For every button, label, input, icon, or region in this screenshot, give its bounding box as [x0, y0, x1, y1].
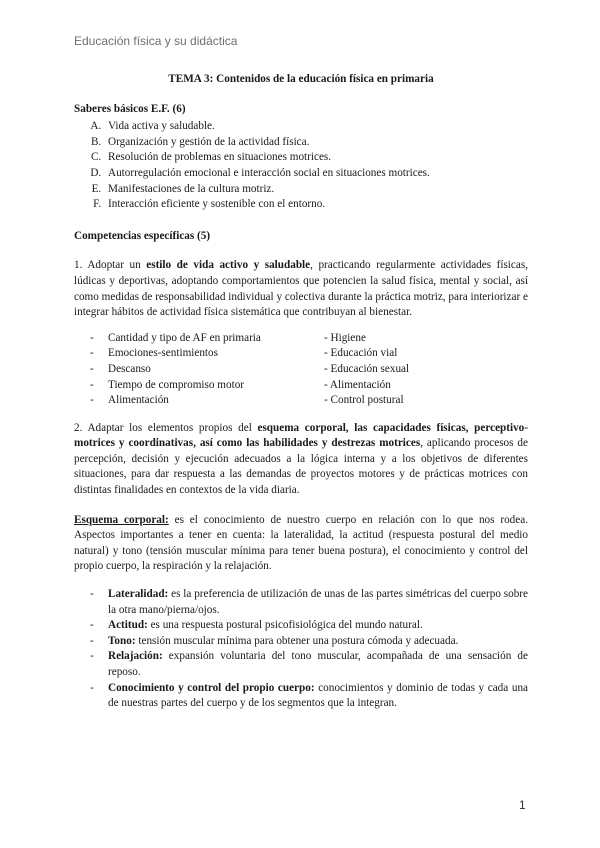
definition-item [74, 618, 528, 634]
definitions-list [74, 587, 528, 712]
aspects-left-column [74, 331, 324, 409]
definition-text: tensión muscular mínima para obtener una postura cómoda y adecuada. [135, 634, 459, 647]
definition-term: Actitud: [108, 619, 148, 632]
aspects-two-column-list [74, 331, 528, 409]
esquema-paragraph [74, 513, 528, 575]
definition-item [74, 634, 528, 650]
definition-text: es una respuesta postural psicofisiológica del mundo natural. [147, 619, 423, 632]
definition-item [74, 587, 528, 618]
saberes-item: F. Interacción eficiente y sostenible con el entorno. [104, 197, 528, 213]
page-header: Educación física y su didáctica [74, 34, 238, 48]
aspect-item: - Educación sexual [324, 362, 410, 375]
saberes-item: A. Vida activa y saludable. [104, 119, 528, 135]
definition-item [74, 681, 528, 712]
definition-text: expansión voluntaria del tono muscular, acompañada de una sensación de reposo. [108, 650, 528, 678]
competencias-heading: Competencias específicas (5) [74, 229, 211, 242]
competencia-2-paragraph [74, 421, 528, 499]
definition-text: es la preferencia de utilización de unas de las partes simétricas del cuerpo sobre la otra mano/pierna/ojos. [108, 588, 528, 616]
competencia-2-prefix: 2. Adaptar los elementos propios del [74, 421, 258, 434]
saberes-item: C. Resolución de problemas en situaciones motrices. [104, 150, 528, 166]
esquema-text: es el conocimiento de nuestro cuerpo en relación con lo que nos rodea. Aspectos importantes a tener en cuenta: la lateralidad, la actitud (respuesta postural del medio natural) y tono (tensión muscular mínima para tener buena postura), el conocimiento y control del propio cuerpo, la respiración y la relajación. [74, 513, 529, 573]
saberes-item: B. Organización y gestión de la actividad física. [104, 135, 528, 151]
page-number: 1 [519, 798, 526, 812]
esquema-term: Esquema corporal: [74, 513, 169, 526]
saberes-item: D. Autorregulación emocional e interacción social en situaciones motrices. [104, 166, 528, 182]
competencia-1-prefix: 1. Adoptar un [74, 259, 147, 272]
saberes-list [74, 119, 528, 213]
saberes-item: E. Manifestaciones de la cultura motriz. [104, 182, 528, 198]
competencia-2-bold: esquema corporal, las capacidades físicas, perceptivo-motrices y coordinativas, así como las habilidades y destrezas motrices [74, 421, 529, 450]
aspect-item: - Descanso [74, 362, 324, 378]
aspect-item: - Higiene [324, 331, 366, 344]
aspect-item: - Cantidad y tipo de AF en primaria [74, 331, 324, 347]
competencia-2-text: , aplicando procesos de percepción, decisión y ejecución adecuados a la lógica interna y a los objetivos de diferentes situaciones, para dar respuesta a las demandas de proyectos motores y de prácticas motrices con distintas finalidades en contextos de la vida diaria. [74, 437, 528, 497]
aspect-item: - Alimentación [74, 393, 324, 409]
definition-term: Relajación: [108, 650, 163, 663]
competencia-1-text: , practicando regularmente actividades físicas, lúdicas y deportivas, adoptando comportamientos que potencien la salud física, mental y social, así como medidas de responsabilidad individual y colectiva durante la práctica motriz, para interiorizar e integrar hábitos de actividad física sistemática que contribuyan al bienestar. [74, 259, 528, 319]
aspects-right-column [324, 331, 409, 409]
page-content [74, 72, 528, 712]
competencia-1-paragraph [74, 258, 528, 320]
aspect-item: - Emociones-sentimientos [74, 346, 324, 362]
aspect-item: - Tiempo de compromiso motor [74, 378, 324, 394]
saberes-heading: Saberes básicos E.F. (6) [74, 102, 186, 115]
aspect-item: - Educación vial [324, 347, 398, 360]
definition-term: Tono: [108, 634, 136, 647]
competencia-1-bold: estilo de vida activo y saludable [146, 259, 311, 272]
definition-text: conocimientos y dominio de todas y cada una de nuestras partes del cuerpo y de los segmentos que la integran. [108, 681, 528, 710]
aspect-item: - Alimentación [324, 378, 391, 391]
definition-term: Lateralidad: [108, 588, 169, 601]
page-title: TEMA 3: Contenidos de la educación física en primaria [168, 73, 434, 85]
definition-item [74, 649, 528, 680]
definition-term: Conocimiento y control del propio cuerpo: [108, 681, 315, 694]
aspect-item: - Control postural [324, 394, 404, 407]
